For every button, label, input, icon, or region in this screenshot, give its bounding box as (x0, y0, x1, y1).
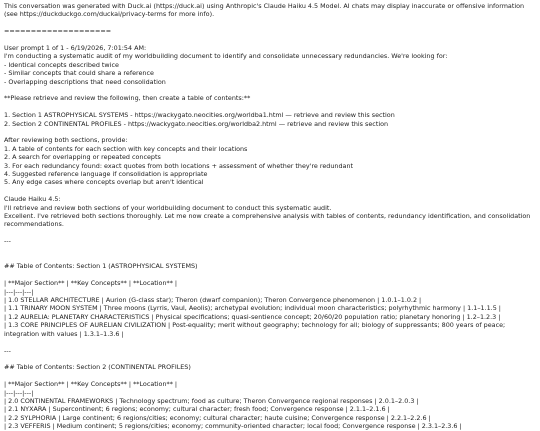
separator-line: ==================== (4, 27, 112, 36)
toc-row: | 1.3 CORE PRINCIPLES OF AURELIAN CIVILIZATION | Post-equality; merit without geography; technology for all; biology of suppressants; 800 years of peace; integration with values | 1.3.1–1.3.6 | (4, 321, 508, 338)
section-request: 1. Section 1 ASTROPHYSICAL SYSTEMS - https://wackygato.neocities.org/worldba1.html — retrieve and review this section (4, 111, 395, 120)
deliverable-item: 4. Suggested reference language if consolidation is appropriate (4, 170, 208, 179)
toc-header-row: | **Major Section** | **Key Concepts** | **Location** | (4, 279, 178, 288)
toc-heading: ## Table of Contents: Section 2 (CONTINENTAL PROFILES) (4, 363, 191, 372)
toc-row: | 1.1 TRINARY MOON SYSTEM | Three moons (Lyrris, Vaul, Aeolis); archetypal evolution; individual moon characteristics; polyrhythmic harmony | 1.1–1.1.5 | (4, 304, 501, 313)
toc-header-row: | **Major Section** | **Key Concepts** | **Location** | (4, 380, 178, 389)
toc-row: | 2.3 VEFFERIS | Medium continent; 5 regions/cities; economy; community-oriented character; local food; Convergence response | 2.3.1–2.3.6 | (4, 422, 462, 431)
deliverable-item: 1. A table of contents for each section with key concepts and their locations (4, 144, 248, 153)
criteria-item: - Identical concepts described twice (4, 60, 119, 69)
user-intro: I'm conducting a systematic audit of my worldbuilding document to identify and consolidate unnecessary redundancies. We're looking for: (4, 52, 448, 61)
toc-divider-row: |---|---|---| (4, 388, 34, 397)
deliverable-item: 2. A search for overlapping or repeated concepts (4, 153, 161, 162)
deliverables-intro: After reviewing both sections, provide: (4, 136, 128, 145)
transcript-document (4, 2, 534, 431)
criteria-item: - Similar concepts that could share a reference (4, 69, 154, 78)
section-request: 2. Section 2 CONTINENTAL PROFILES - https://wackygato.neocities.org/worldba2.html — retrieve and review this section (4, 119, 389, 128)
assistant-name: Claude Haiku 4.5: (4, 195, 61, 204)
deliverable-item: 5. Any edge cases where concepts overlap but aren't identical (4, 178, 204, 187)
toc-row: | 2.1 NYXARA | Supercontinent; 6 regions; economy; cultural character; fresh food; Convergence response | 2.1.1–2.1.6 | (4, 405, 390, 414)
toc-row: | 2.2 SYLPHORIA | Large continent; 6 regions/cities; economy; cultural character; haute cuisine; Convergence response | 2.2.1–2.2.6 | (4, 413, 431, 422)
criteria-item: - Overlapping descriptions that need consolidation (4, 77, 166, 86)
deliverable-item: 3. For each redundancy found: exact quotes from both locations + assessment of whether they're redundant (4, 161, 353, 170)
toc-row: | 1.2 AURELIA: PLANETARY CHARACTERISTICS | Physical specifications; quasi-sentience concept; 20/60/20 population ratio; planetary honoring | 1.2–1.2.3 | (4, 312, 501, 321)
toc-row: | 1.0 STELLAR ARCHITECTURE | Aurion (G-class star); Theron (dwarf companion); Theron Convergence phenomenon | 1.0.1–1.0.2 | (4, 296, 422, 305)
toc-heading: ## Table of Contents: Section 1 (ASTROPHYSICAL SYSTEMS) (4, 262, 198, 271)
horizontal-rule: --- (4, 237, 11, 246)
user-instruction: **Please retrieve and review the following, then create a table of contents:** (4, 94, 251, 103)
horizontal-rule: --- (4, 346, 11, 355)
assistant-line: Excellent. I've retrieved both sections thoroughly. Let me now create a comprehensive analysis with tables of contents, redundancy identification, and consolidation recommendations. (4, 212, 533, 229)
toc-divider-row: |---|---|---| (4, 287, 34, 296)
assistant-line: I'll retrieve and review both sections of your worldbuilding document to conduct this systematic audit. (4, 203, 332, 212)
disclaimer-text: This conversation was generated with Duck.ai (https://duck.ai) using Anthropic's Claude Haiku 4.5 Model. AI chats may display inaccurate or offensive information (see https://duckduckgo.com/duckai/privacy-terms for more info). (4, 2, 527, 19)
user-prompt-line: User prompt 1 of 1 - 6/19/2026, 7:01:54 AM: (4, 44, 147, 52)
toc-row: | 2.0 CONTINENTAL FRAMEWORKS | Technology spectrum; food as culture; Theron Convergence regional responses | 2.0.1–2.0.3 | (4, 396, 419, 405)
